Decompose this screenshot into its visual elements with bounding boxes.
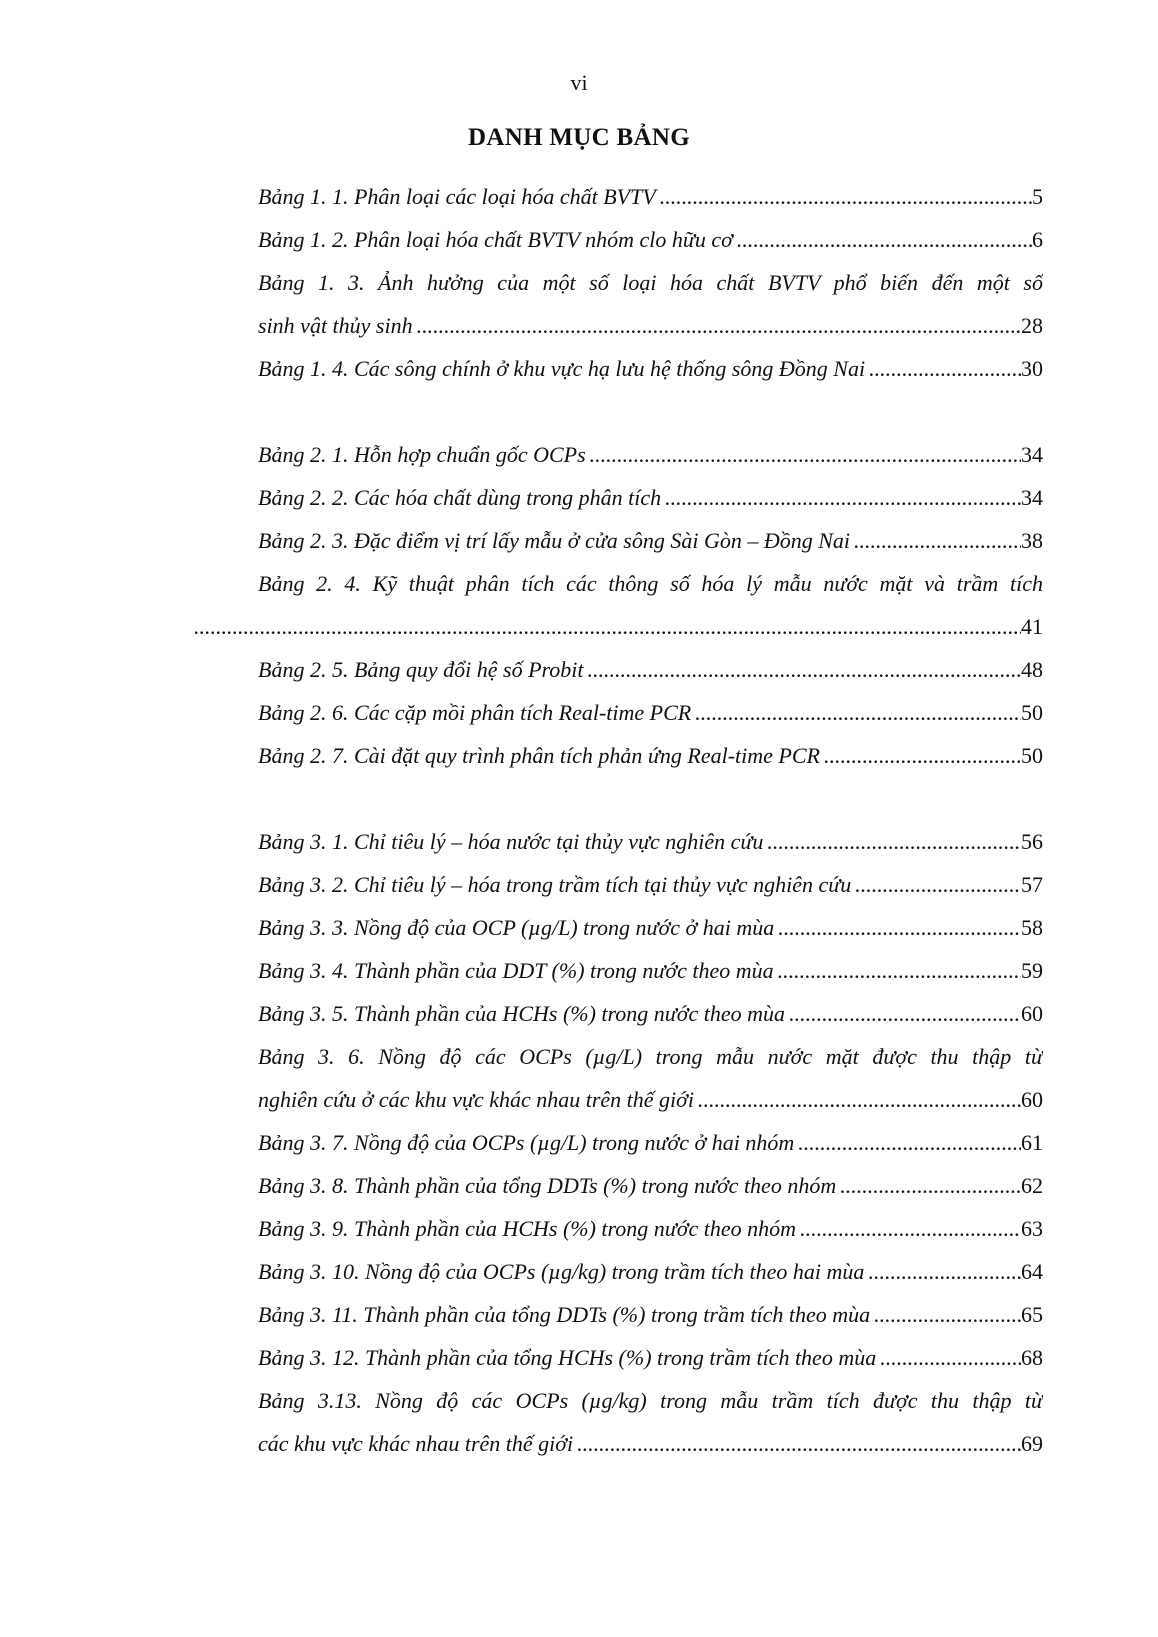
toc-entry[interactable]: Bảng 3. 1. Chỉ tiêu lý – hóa nước tại thủy vực nghiên cứu ..... 56 <box>258 827 1043 857</box>
toc-entry[interactable]: Bảng 2. 1. Hỗn hợp chuẩn gốc OCPs ..... 34 <box>258 440 1043 470</box>
toc-entry[interactable]: Bảng 1. 2. Phân loại hóa chất BVTV nhóm clo hữu cơ ..... 6 <box>258 225 1043 255</box>
toc-entry[interactable]: Bảng 2. 7. Cài đặt quy trình phân tích phản ứng Real-time PCR ..... 50 <box>258 741 1043 771</box>
toc-entry[interactable]: Bảng 2. 6. Các cặp mồi phân tích Real-time PCR ..... 50 <box>258 698 1043 728</box>
toc-entry[interactable]: Bảng 1. 1. Phân loại các loại hóa chất BVTV ..... 5 <box>258 182 1043 212</box>
toc-entry[interactable]: Bảng 3. 8. Thành phần của tổng DDTs (%) trong nước theo nhóm ..... 62 <box>258 1171 1043 1201</box>
toc-entry[interactable]: Bảng 3. 12. Thành phần của tổng HCHs (%) trong trầm tích theo mùa ..... 68 <box>258 1343 1043 1373</box>
page-title: DANH MỤC BẢNG <box>468 124 690 151</box>
toc-entry-continuation[interactable]: các khu vực khác nhau trên thế giới ..... 69 <box>258 1429 1043 1459</box>
toc-entry[interactable]: Bảng 2. 3. Đặc điểm vị trí lấy mẫu ở cửa sông Sài Gòn – Đồng Nai ..... 38 <box>258 526 1043 556</box>
toc-entry[interactable]: Bảng 3. 10. Nồng độ của OCPs (µg/kg) trong trầm tích theo hai mùa ..... 64 <box>258 1257 1043 1287</box>
page-number: vi <box>570 70 588 95</box>
toc-entry[interactable]: Bảng 3. 11. Thành phần của tổng DDTs (%) trong trầm tích theo mùa ..... 65 <box>258 1300 1043 1330</box>
toc-entry[interactable]: Bảng 2. 5. Bảng quy đổi hệ số Probit ..... 48 <box>258 655 1043 685</box>
toc-entry[interactable]: Bảng 3. 5. Thành phần của HCHs (%) trong nước theo mùa ..... 60 <box>258 999 1043 1029</box>
toc-entry-continuation[interactable]: nghiên cứu ở các khu vực khác nhau trên thế giới ..... 60 <box>258 1085 1043 1115</box>
toc-entry[interactable]: Bảng 3. 4. Thành phần của DDT (%) trong nước theo mùa ..... 59 <box>258 956 1043 986</box>
toc-entry[interactable]: Bảng 1. 3. Ảnh hưởng của một số loại hóa chất BVTV phổ biến đến một số <box>258 270 1043 295</box>
toc-entry[interactable]: Bảng 1. 4. Các sông chính ở khu vực hạ lưu hệ thống sông Đồng Nai ..... 30 <box>258 354 1043 384</box>
toc-entry[interactable]: Bảng 3. 3. Nồng độ của OCP (µg/L) trong nước ở hai mùa ..... 58 <box>258 913 1043 943</box>
toc-entry[interactable]: Bảng 3. 6. Nồng độ các OCPs (µg/L) trong mẫu nước mặt được thu thập từ <box>258 1044 1043 1069</box>
toc-entry[interactable]: Bảng 2. 2. Các hóa chất dùng trong phân tích ..... 34 <box>258 483 1043 513</box>
toc-entry[interactable]: Bảng 3. 9. Thành phần của HCHs (%) trong nước theo nhóm ..... 63 <box>258 1214 1043 1244</box>
toc-entry[interactable]: Bảng 2. 4. Kỹ thuật phân tích các thông số hóa lý mẫu nước mặt và trầm tích <box>258 571 1043 596</box>
toc-entry-continuation[interactable]: sinh vật thủy sinh ..... 28 <box>258 311 1043 341</box>
toc-entry[interactable]: Bảng 3. 7. Nồng độ của OCPs (µg/L) trong nước ở hai nhóm ..... 61 <box>258 1128 1043 1158</box>
toc-entry[interactable]: Bảng 3.13. Nồng độ các OCPs (µg/kg) trong mẫu trầm tích được thu thập từ <box>258 1388 1043 1413</box>
toc-entry[interactable]: Bảng 3. 2. Chỉ tiêu lý – hóa trong trầm tích tại thủy vực nghiên cứu ..... 57 <box>258 870 1043 900</box>
toc-entry-continuation[interactable]: ..... 41 <box>194 612 1043 642</box>
